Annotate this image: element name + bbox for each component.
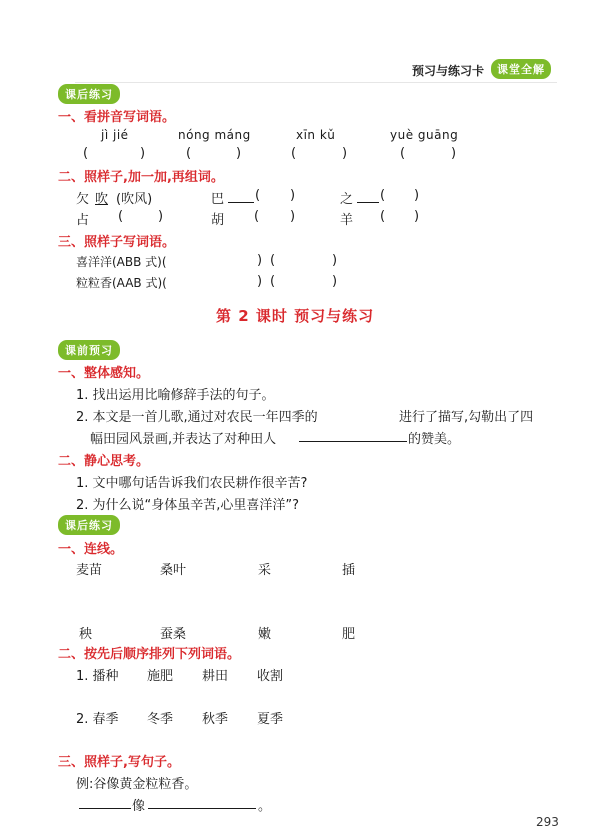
match-bottom-item[interactable]: 嫩 bbox=[258, 627, 272, 642]
fill-blank[interactable] bbox=[79, 796, 131, 809]
answer-paren-open: ( bbox=[270, 253, 276, 268]
order-word: 秋季 bbox=[202, 712, 229, 727]
answer-paren-close: ) bbox=[414, 188, 420, 203]
match-bottom-item[interactable]: 蚕桑 bbox=[160, 627, 187, 642]
base-char: 欠 bbox=[76, 192, 90, 207]
pinyin-1: jì jié bbox=[101, 128, 129, 142]
order-word: 1. 播种 bbox=[76, 669, 119, 684]
fill-blank[interactable] bbox=[228, 190, 254, 203]
q1-title: 一、看拼音写词语。 bbox=[58, 110, 176, 125]
order-word: 冬季 bbox=[147, 712, 174, 727]
answer-paren-close: ) bbox=[140, 146, 146, 161]
match-bottom-item[interactable]: 秧 bbox=[79, 627, 93, 642]
answer-paren-open: ( bbox=[186, 146, 192, 161]
match-top-item[interactable]: 麦苗 bbox=[76, 563, 103, 578]
sentence-end: 。 bbox=[258, 799, 272, 814]
p3-s3-title: 三、照样子,写句子。 bbox=[58, 755, 180, 770]
s2-line-1: 1. 文中哪句话告诉我们农民耕作很辛苦? bbox=[76, 476, 308, 491]
order-word: 施肥 bbox=[147, 669, 174, 684]
fill-blank[interactable] bbox=[299, 429, 407, 442]
answer-paren-close: ) bbox=[236, 146, 242, 161]
example-aab: 粒粒香(AAB 式)( bbox=[76, 276, 167, 290]
order-word: 收割 bbox=[257, 669, 284, 684]
answer-paren-close: ) bbox=[414, 209, 420, 224]
base-char: 占 bbox=[76, 213, 90, 228]
match-top-item[interactable]: 采 bbox=[258, 563, 272, 578]
answer-paren-close: ) bbox=[290, 188, 296, 203]
answer-paren-close: ) bbox=[257, 274, 263, 289]
pinyin-4: yuè guāng bbox=[390, 128, 459, 142]
p3-s2-title: 二、按先后顺序排列下列词语。 bbox=[58, 647, 241, 662]
s2-line-2: 2. 为什么说“身体虽辛苦,心里喜洋洋”? bbox=[76, 498, 300, 513]
pinyin-2: nóng máng bbox=[178, 128, 251, 142]
answer-paren-close: ) bbox=[257, 253, 263, 268]
match-bottom-item[interactable]: 肥 bbox=[342, 627, 356, 642]
answer-paren-open: ( bbox=[380, 188, 386, 203]
match-top-item[interactable]: 插 bbox=[342, 563, 356, 578]
base-char: 巴 bbox=[211, 192, 225, 207]
answer-paren-open: ( bbox=[400, 146, 406, 161]
s2-title: 二、静心思考。 bbox=[58, 454, 150, 469]
order-word: 夏季 bbox=[257, 712, 284, 727]
answer-paren-open: ( bbox=[380, 209, 386, 224]
lesson-title: 第 2 课时 预习与练习 bbox=[216, 307, 375, 325]
section-tag-after-class-2: 课后练习 bbox=[58, 515, 120, 535]
header-divider bbox=[75, 82, 557, 83]
answer-paren-open: ( bbox=[83, 146, 89, 161]
q2-title: 二、照样子,加一加,再组词。 bbox=[58, 170, 224, 185]
example-abb: 喜洋洋(ABB 式)( bbox=[76, 255, 167, 269]
section-tag-after-class-1: 课后练习 bbox=[58, 84, 120, 104]
header-title: 预习与练习卡 bbox=[412, 64, 485, 78]
q3-title: 三、照样子写词语。 bbox=[58, 235, 176, 250]
s1-line-2b: 进行了描写,勾勒出了四 bbox=[399, 410, 534, 425]
pattern-word: 像 bbox=[132, 799, 146, 814]
example-word: (吹风) bbox=[116, 192, 153, 207]
s1-line-3a: 幅田园风景画,并表达了对种田人 bbox=[90, 432, 277, 447]
answer-paren-close: ) bbox=[332, 274, 338, 289]
answer-paren-close: ) bbox=[332, 253, 338, 268]
answer-paren-open: ( bbox=[254, 209, 260, 224]
base-char: 羊 bbox=[340, 213, 354, 228]
section-tag-before-class: 课前预习 bbox=[58, 340, 120, 360]
order-word: 2. 春季 bbox=[76, 712, 119, 727]
page-number: 293 bbox=[536, 815, 559, 829]
header-badge: 课堂全解 bbox=[491, 59, 551, 79]
match-top-item[interactable]: 桑叶 bbox=[160, 563, 187, 578]
example-sentence: 例:谷像黄金粒粒香。 bbox=[76, 777, 198, 792]
answer-paren-open: ( bbox=[270, 274, 276, 289]
order-word: 耕田 bbox=[202, 669, 229, 684]
base-char: 之 bbox=[340, 192, 354, 207]
answer-paren-close: ) bbox=[158, 209, 164, 224]
answer-paren-open: ( bbox=[291, 146, 297, 161]
fill-blank[interactable] bbox=[357, 190, 379, 203]
answer-paren-close: ) bbox=[290, 209, 296, 224]
answer-paren-open: ( bbox=[255, 188, 261, 203]
base-char: 胡 bbox=[211, 213, 225, 228]
example-char: 吹 bbox=[95, 192, 109, 207]
s1-line-2a: 2. 本文是一首儿歌,通过对农民一年四季的 bbox=[76, 410, 318, 425]
answer-paren-close: ) bbox=[342, 146, 348, 161]
answer-paren-open: ( bbox=[118, 209, 124, 224]
s1-line-3b: 的赞美。 bbox=[408, 432, 461, 447]
s1-title: 一、整体感知。 bbox=[58, 366, 150, 381]
s1-line-1: 1. 找出运用比喻修辞手法的句子。 bbox=[76, 388, 275, 403]
pinyin-3: xīn kǔ bbox=[296, 128, 336, 142]
p3-s1-title: 一、连线。 bbox=[58, 542, 124, 557]
fill-blank[interactable] bbox=[148, 796, 256, 809]
answer-paren-close: ) bbox=[451, 146, 457, 161]
